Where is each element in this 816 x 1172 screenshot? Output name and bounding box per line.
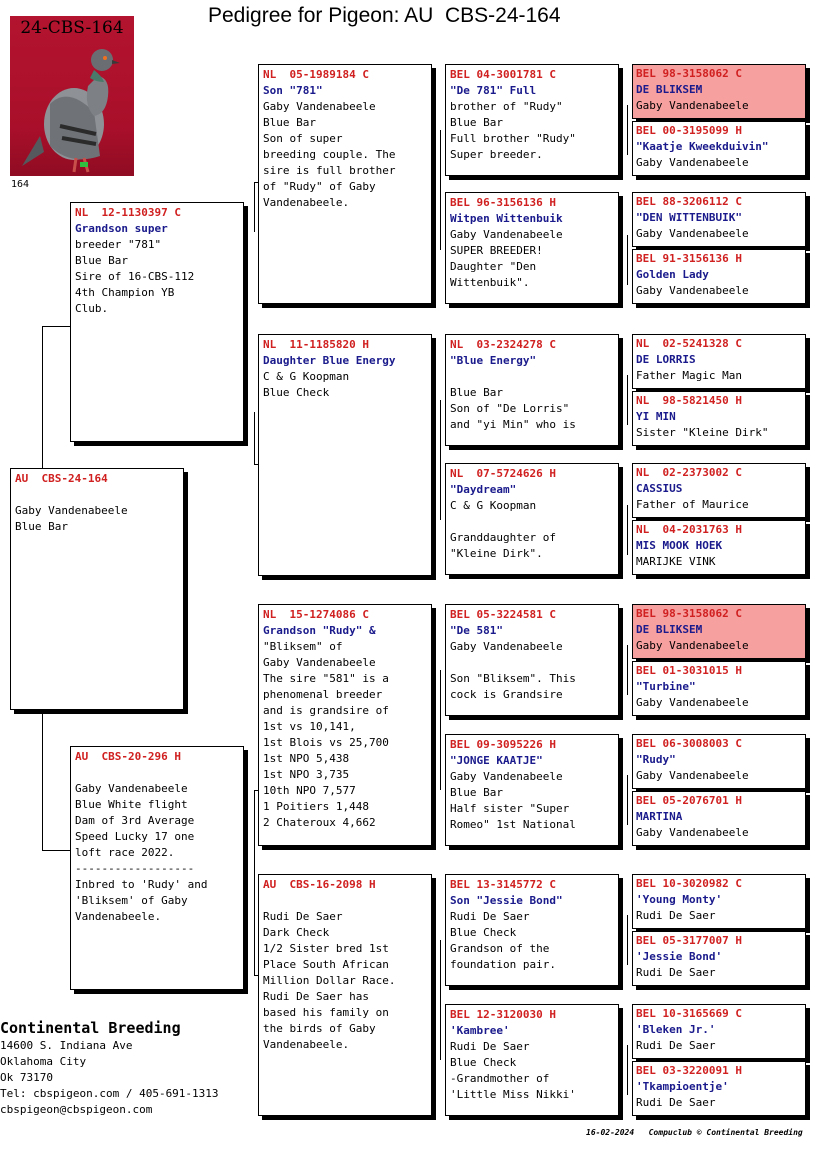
info-line: breeding couple. The — [263, 148, 396, 161]
ring-number: BEL 98-3158062 C — [636, 67, 742, 80]
info-line: C & G Koopman — [450, 499, 537, 512]
info-line: Vandenabeele. — [75, 910, 162, 923]
info-line: loft race 2022. — [75, 846, 175, 859]
info-line: Daughter "Den — [450, 260, 537, 273]
footer-credit: 16-02-2024 Compuclub © Continental Breeding — [586, 1128, 803, 1137]
info-line: Inbred to 'Rudy' and — [75, 878, 208, 891]
info-line: "Kleine Dirk". — [450, 547, 543, 560]
connector-line — [627, 105, 628, 155]
pigeon-name: "Turbine" — [636, 680, 696, 693]
info-line: Son of super — [263, 132, 343, 145]
info-line: C & G Koopman — [263, 370, 350, 383]
info-line: The sire "581" is a — [263, 672, 389, 685]
info-line: Gaby Vandenabeele — [450, 770, 563, 783]
page-title: Pedigree for Pigeon: AU CBS-24-164 — [208, 4, 561, 27]
pedigree-box-sire-dam — [258, 334, 432, 576]
info-line: Rudi De Saer — [450, 1040, 530, 1053]
info-line: Vandenabeele. — [263, 196, 350, 209]
pedigree-box-g12 — [632, 791, 806, 846]
info-line: Gaby Vandenabeele — [636, 227, 749, 240]
connector-line — [627, 505, 628, 555]
info-line: of "Rudy" of Gaby — [263, 180, 376, 193]
info-line: 1st NPO 5,438 — [263, 752, 350, 765]
info-line: Gaby Vandenabeele — [636, 826, 749, 839]
pigeon-name: Grandson "Rudy" & — [263, 624, 376, 637]
pigeon-name: 'Bleken Jr.' — [636, 1023, 716, 1036]
connector-line — [254, 850, 255, 975]
pedigree-box-g4 — [632, 249, 806, 304]
pigeon-name: DE BLIKSEM — [636, 83, 703, 96]
pedigree-box-sss — [445, 64, 619, 176]
connector-line — [627, 235, 628, 285]
pedigree-box-g1 — [632, 64, 806, 119]
connector-line — [440, 670, 441, 790]
pedigree-box-sire — [70, 202, 244, 442]
pedigree-box-dam — [70, 746, 244, 990]
info-line: Half sister "Super — [450, 802, 570, 815]
info-line: Blue Bar — [263, 116, 316, 129]
ring-number: BEL 01-3031015 H — [636, 664, 742, 677]
pigeon-name: "DEN WITTENBUIK" — [636, 211, 742, 224]
breeder-name: Continental Breeding — [0, 1019, 181, 1037]
pigeon-name: Son "Jessie Bond" — [450, 894, 563, 907]
pigeon-name — [15, 487, 179, 503]
info-line: Gaby Vandenabeele — [75, 782, 188, 795]
connector-line — [440, 400, 441, 520]
info-line: 'Bliksem' of Gaby — [75, 894, 188, 907]
ring-number: BEL 10-3020982 C — [636, 877, 742, 890]
info-line: Gaby Vandenabeele — [450, 640, 563, 653]
info-line: Vandenabeele. — [263, 1038, 350, 1051]
info-line: Father of Maurice — [636, 498, 749, 511]
connector-line — [254, 790, 255, 850]
info-line: 1 Poitiers 1,448 — [263, 800, 369, 813]
pedigree-box-g6 — [632, 391, 806, 446]
ring-number: BEL 98-3158062 C — [636, 607, 742, 620]
info-line: Wittenbuik". — [450, 276, 530, 289]
connector-line — [627, 645, 628, 695]
info-line — [450, 369, 614, 385]
pigeon-name: Daughter Blue Energy — [263, 354, 396, 367]
info-line: 'Little Miss Nikki' — [450, 1088, 576, 1101]
info-line: Club. — [75, 302, 109, 315]
pedigree-box-g10 — [632, 661, 806, 716]
ring-number: NL 04-2031763 H — [636, 523, 742, 536]
info-line: 4th Champion YB — [75, 286, 175, 299]
info-line: Father Magic Man — [636, 369, 742, 382]
info-line: Gaby Vandenabeele — [636, 99, 749, 112]
info-line: brother of "Rudy" — [450, 100, 563, 113]
connector-line — [627, 915, 628, 965]
info-line: Gaby Vandenabeele — [450, 228, 563, 241]
info-line: Gaby Vandenabeele — [15, 504, 128, 517]
info-line: Dam of 3rd Average — [75, 814, 195, 827]
pigeon-name: "Blue Energy" — [450, 354, 537, 367]
info-line: Rudi De Saer — [636, 909, 716, 922]
info-line: Blue White flight — [75, 798, 188, 811]
ring-number: BEL 88-3206112 C — [636, 195, 742, 208]
info-line: the birds of Gaby — [263, 1022, 376, 1035]
ring-number: NL 02-2373002 C — [636, 466, 742, 479]
ring-number: NL 03-2324278 C — [450, 338, 556, 351]
breeder-city: Oklahoma City — [0, 1055, 87, 1068]
pedigree-box-dsd — [445, 734, 619, 846]
pedigree-box-ddd — [445, 1004, 619, 1116]
info-line: Gaby Vandenabeele — [636, 284, 749, 297]
connector-line — [627, 375, 628, 425]
ring-number: BEL 00-3195099 H — [636, 124, 742, 137]
pedigree-box-g13 — [632, 874, 806, 929]
info-line: -Grandmother of — [450, 1072, 550, 1085]
ring-number: NL 02-5241328 C — [636, 337, 742, 350]
pigeon-name: CASSIUS — [636, 482, 683, 495]
info-line: Rudi De Saer — [450, 910, 530, 923]
pigeon-name: "De 781" Full — [450, 84, 537, 97]
info-line: 2 Chateroux 4,662 — [263, 816, 376, 829]
pigeon-name: "De 581" — [450, 624, 503, 637]
ring-number: BEL 04-3001781 C — [450, 68, 556, 81]
info-line: Sire of 16-CBS-112 — [75, 270, 195, 283]
ring-number: BEL 03-3220091 H — [636, 1064, 742, 1077]
info-line: phenomenal breeder — [263, 688, 383, 701]
info-line: Dark Check — [263, 926, 330, 939]
pedigree-box-g15 — [632, 1004, 806, 1059]
pedigree-box-g7 — [632, 463, 806, 518]
pedigree-box-g9 — [632, 604, 806, 659]
info-line: Rudi De Saer — [636, 966, 716, 979]
info-line: Speed Lucky 17 one — [75, 830, 195, 843]
info-line: ------------------ — [75, 862, 195, 875]
pedigree-box-sds — [445, 334, 619, 446]
photo-caption: 24-CBS-164 — [20, 18, 124, 38]
info-line: Romeo" 1st National — [450, 818, 576, 831]
pigeon-name — [75, 765, 239, 781]
info-line: Rudi De Saer has — [263, 990, 369, 1003]
info-line: Gaby Vandenabeele — [636, 639, 749, 652]
breeder-email: cbspigeon@cbspigeon.com — [0, 1103, 153, 1116]
info-line: Blue Bar — [75, 254, 128, 267]
connector-line — [42, 850, 70, 851]
info-line — [450, 514, 614, 530]
pigeon-name: MIS MOOK HOEK — [636, 539, 723, 552]
info-line: Gaby Vandenabeele — [636, 696, 749, 709]
pigeon-icon — [10, 16, 134, 176]
ring-number: BEL 09-3095226 H — [450, 738, 556, 751]
pedigree-box-sdd — [445, 463, 619, 575]
info-line: 10th NPO 7,577 — [263, 784, 356, 797]
info-line: foundation pair. — [450, 958, 556, 971]
breeder-contact: Tel: cbspigeon.com / 405-691-1313 — [0, 1087, 219, 1100]
info-line: SUPER BREEDER! — [450, 244, 543, 257]
pedigree-box-dss — [445, 604, 619, 716]
pigeon-name: 'Tkampioentje' — [636, 1080, 729, 1093]
info-line: Rudi De Saer — [636, 1096, 716, 1109]
info-line: 1st NPO 3,735 — [263, 768, 350, 781]
pigeon-name: "Daydream" — [450, 483, 517, 496]
connector-line — [440, 940, 441, 1060]
ring-number: BEL 05-3177007 H — [636, 934, 742, 947]
info-line: Blue Check — [450, 1056, 517, 1069]
ring-number: NL 98-5821450 H — [636, 394, 742, 407]
connector-line — [440, 130, 441, 250]
pedigree-box-g3 — [632, 192, 806, 247]
connector-line — [254, 182, 255, 232]
pigeon-name: Son "781" — [263, 84, 323, 97]
info-line: Blue Check — [450, 926, 517, 939]
pedigree-box-subject — [10, 468, 184, 710]
pigeon-name — [263, 893, 427, 909]
info-line: 1st vs 10,141, — [263, 720, 356, 733]
info-line: Blue Check — [263, 386, 330, 399]
info-line: "Bliksem" of — [263, 640, 343, 653]
ring-number: NL 12-1130397 C — [75, 206, 181, 219]
pigeon-name: 'Jessie Bond' — [636, 950, 723, 963]
pedigree-box-g11 — [632, 734, 806, 789]
info-line: cock is Grandsire — [450, 688, 563, 701]
info-line: Place South African — [263, 958, 389, 971]
pedigree-box-g5 — [632, 334, 806, 389]
pedigree-box-g8 — [632, 520, 806, 575]
info-line: 1st Blois vs 25,700 — [263, 736, 389, 749]
ring-number: BEL 06-3008003 C — [636, 737, 742, 750]
pigeon-name: DE LORRIS — [636, 353, 696, 366]
connector-line — [254, 412, 255, 464]
pedigree-box-dds — [445, 874, 619, 986]
info-line: Full brother "Rudy" — [450, 132, 576, 145]
ring-number: NL 15-1274086 C — [263, 608, 369, 621]
ring-number: AU CBS-20-296 H — [75, 750, 181, 763]
ring-number: AU CBS-24-164 — [15, 472, 108, 485]
info-line: Blue Bar — [450, 116, 503, 129]
pigeon-name: Grandson super — [75, 222, 168, 235]
ring-number: BEL 05-3224581 C — [450, 608, 556, 621]
info-line: MARIJKE VINK — [636, 555, 716, 568]
info-line — [450, 655, 614, 671]
pigeon-name: DE BLIKSEM — [636, 623, 703, 636]
photo-number: 164 — [11, 179, 30, 190]
ring-number: AU CBS-16-2098 H — [263, 878, 376, 891]
ring-number: BEL 12-3120030 H — [450, 1008, 556, 1021]
info-line: Gaby Vandenabeele — [263, 100, 376, 113]
ring-number: NL 07-5724626 H — [450, 467, 556, 480]
pigeon-name: 'Young Monty' — [636, 893, 723, 906]
pigeon-name: "Rudy" — [636, 753, 676, 766]
pigeon-name: "Kaatje Kweekduivin" — [636, 140, 769, 153]
info-line: Gaby Vandenabeele — [636, 156, 749, 169]
info-line: Million Dollar Race. — [263, 974, 396, 987]
connector-line — [42, 710, 43, 850]
info-line: Gaby Vandenabeele — [636, 769, 749, 782]
pedigree-box-dam-sire — [258, 604, 432, 846]
info-line: Son "Bliksem". This — [450, 672, 576, 685]
breeder-address: 14600 S. Indiana Ave — [0, 1039, 133, 1052]
info-line: Blue Bar — [450, 786, 503, 799]
info-line: Blue Bar — [15, 520, 68, 533]
info-line: Granddaughter of — [450, 531, 556, 544]
pigeon-name: Golden Lady — [636, 268, 709, 281]
pedigree-box-g16 — [632, 1061, 806, 1116]
info-line: and is grandsire of — [263, 704, 389, 717]
connector-line — [42, 326, 43, 468]
pedigree-box-ssd — [445, 192, 619, 304]
connector-line — [627, 1045, 628, 1095]
ring-number: BEL 13-3145772 C — [450, 878, 556, 891]
ring-number: BEL 10-3165669 C — [636, 1007, 742, 1020]
info-line: sire is full brother — [263, 164, 396, 177]
info-line: Grandson of the — [450, 942, 550, 955]
pigeon-photo — [10, 16, 134, 176]
pigeon-name: MARTINA — [636, 810, 683, 823]
pedigree-box-sire-sire — [258, 64, 432, 304]
info-line: Rudi De Saer — [263, 910, 343, 923]
info-line: Gaby Vandenabeele — [263, 656, 376, 669]
connector-line — [627, 775, 628, 825]
info-line: 1/2 Sister bred 1st — [263, 942, 389, 955]
pedigree-box-g2 — [632, 121, 806, 176]
info-line: and "yi Min" who is — [450, 418, 576, 431]
info-line: Blue Bar — [450, 386, 503, 399]
info-line: breeder "781" — [75, 238, 162, 251]
info-line: Rudi De Saer — [636, 1039, 716, 1052]
pedigree-box-dam-dam — [258, 874, 432, 1116]
ring-number: NL 11-1185820 H — [263, 338, 369, 351]
pigeon-name: 'Kambree' — [450, 1024, 510, 1037]
pigeon-name: Witpen Wittenbuik — [450, 212, 563, 225]
breeder-state-zip: Ok 73170 — [0, 1071, 53, 1084]
info-line: Super breeder. — [450, 148, 543, 161]
ring-number: BEL 96-3156136 H — [450, 196, 556, 209]
connector-line — [42, 326, 70, 327]
pigeon-name: "JONGE KAATJE" — [450, 754, 543, 767]
ring-number: BEL 05-2076701 H — [636, 794, 742, 807]
pedigree-box-g14 — [632, 931, 806, 986]
breeder-info — [0, 1018, 219, 1118]
pigeon-name: YI MIN — [636, 410, 676, 423]
ring-number: BEL 91-3156136 H — [636, 252, 742, 265]
ring-number: NL 05-1989184 C — [263, 68, 369, 81]
info-line: Son of "De Lorris" — [450, 402, 570, 415]
info-line: based his family on — [263, 1006, 389, 1019]
info-line: Sister "Kleine Dirk" — [636, 426, 769, 439]
